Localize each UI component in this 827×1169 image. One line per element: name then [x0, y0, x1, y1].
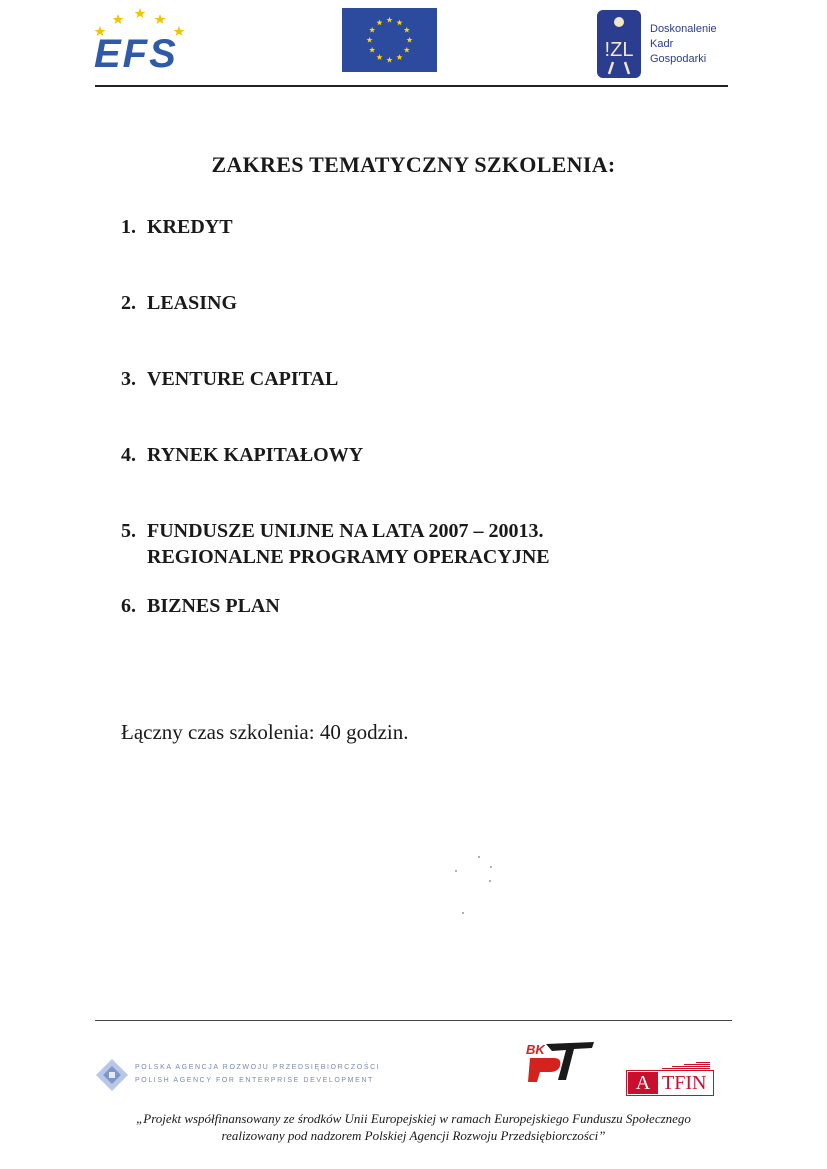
topic-label-continued: REGIONALNE PROGRAMY OPERACYJNE	[147, 546, 550, 568]
bkpt-text: BK	[526, 1042, 545, 1057]
header-divider	[95, 85, 728, 87]
eu-star-icon	[386, 57, 392, 63]
parp-mark-icon	[95, 1058, 129, 1092]
eu-star-icon	[386, 17, 392, 23]
funding-note-line: realizowany pod nadzorem Polskiej Agencji Rozwoju Przedsiębiorczości”	[221, 1128, 606, 1143]
parp-logo	[95, 1058, 395, 1092]
eu-star-icon	[369, 47, 375, 53]
topic-item	[121, 593, 280, 619]
topic-item	[121, 442, 363, 468]
topic-number: 5.	[121, 520, 136, 542]
dkg-logo-line: Doskonalenie	[650, 23, 717, 35]
topic-label: FUNDUSZE UNIJNE NA LATA 2007 – 20013.	[147, 520, 544, 542]
atfin-a: A	[628, 1072, 658, 1094]
eu-flag-icon	[342, 8, 437, 72]
eu-star-icon	[369, 27, 375, 33]
eu-star-icon	[366, 37, 372, 43]
scan-speck	[478, 856, 480, 858]
eu-star-icon	[376, 54, 382, 60]
topic-number: 1.	[121, 216, 136, 238]
topic-number: 2.	[121, 292, 136, 314]
topic-number: 6.	[121, 595, 136, 617]
topic-item	[121, 518, 550, 570]
eu-star-icon	[404, 47, 410, 53]
topic-item	[121, 366, 338, 392]
funding-note-line: „Projekt współfinansowany ze środków Unii Europejskiej w ramach Europejskiego Funduszu Społecznego	[136, 1111, 691, 1126]
topic-label: BIZNES PLAN	[147, 595, 280, 617]
scan-speck	[489, 880, 491, 882]
bkpt-logo	[524, 1040, 596, 1086]
dkg-mark-text: !ZL	[604, 39, 634, 61]
atfin-logo	[626, 1062, 714, 1096]
topic-item	[121, 214, 233, 240]
funding-note	[0, 1110, 827, 1144]
topic-label: KREDYT	[147, 216, 233, 238]
eu-star-icon	[406, 37, 412, 43]
scan-speck	[462, 912, 464, 914]
eu-star-icon	[396, 54, 402, 60]
eu-star-icon	[404, 27, 410, 33]
footer-divider	[95, 1020, 732, 1021]
dkg-logo-line: Gospodarki	[650, 53, 707, 65]
atfin-bars-icon	[662, 1062, 710, 1070]
eu-star-icon	[396, 19, 402, 25]
scan-speck	[455, 870, 457, 872]
parp-line-en: POLISH AGENCY FOR ENTERPRISE DEVELOPMENT	[135, 1077, 374, 1084]
dkg-logo-line: Kadr	[650, 38, 674, 50]
atfin-text: TFIN	[662, 1072, 707, 1094]
eu-star-icon	[376, 19, 382, 25]
parp-line-pl: POLSKA AGENCJA ROZWOJU PRZEDSIĘBIORCZOŚCI	[135, 1064, 381, 1071]
dkg-mark-icon	[597, 10, 641, 78]
bkpt-logo-icon	[524, 1040, 596, 1086]
topic-label: VENTURE CAPITAL	[147, 368, 339, 390]
page-title: ZAKRES TEMATYCZNY SZKOLENIA:	[211, 152, 616, 177]
efs-logo	[92, 6, 192, 74]
topic-number: 3.	[121, 368, 136, 390]
topic-label: RYNEK KAPITAŁOWY	[147, 444, 364, 466]
efs-logo-text: EFS	[94, 32, 178, 76]
scan-speck	[490, 866, 492, 868]
topic-number: 4.	[121, 444, 136, 466]
dkg-logo	[597, 10, 732, 80]
topic-label: LEASING	[147, 292, 238, 314]
topic-item	[121, 290, 237, 316]
training-duration: Łączny czas szkolenia: 40 godzin.	[121, 720, 409, 744]
